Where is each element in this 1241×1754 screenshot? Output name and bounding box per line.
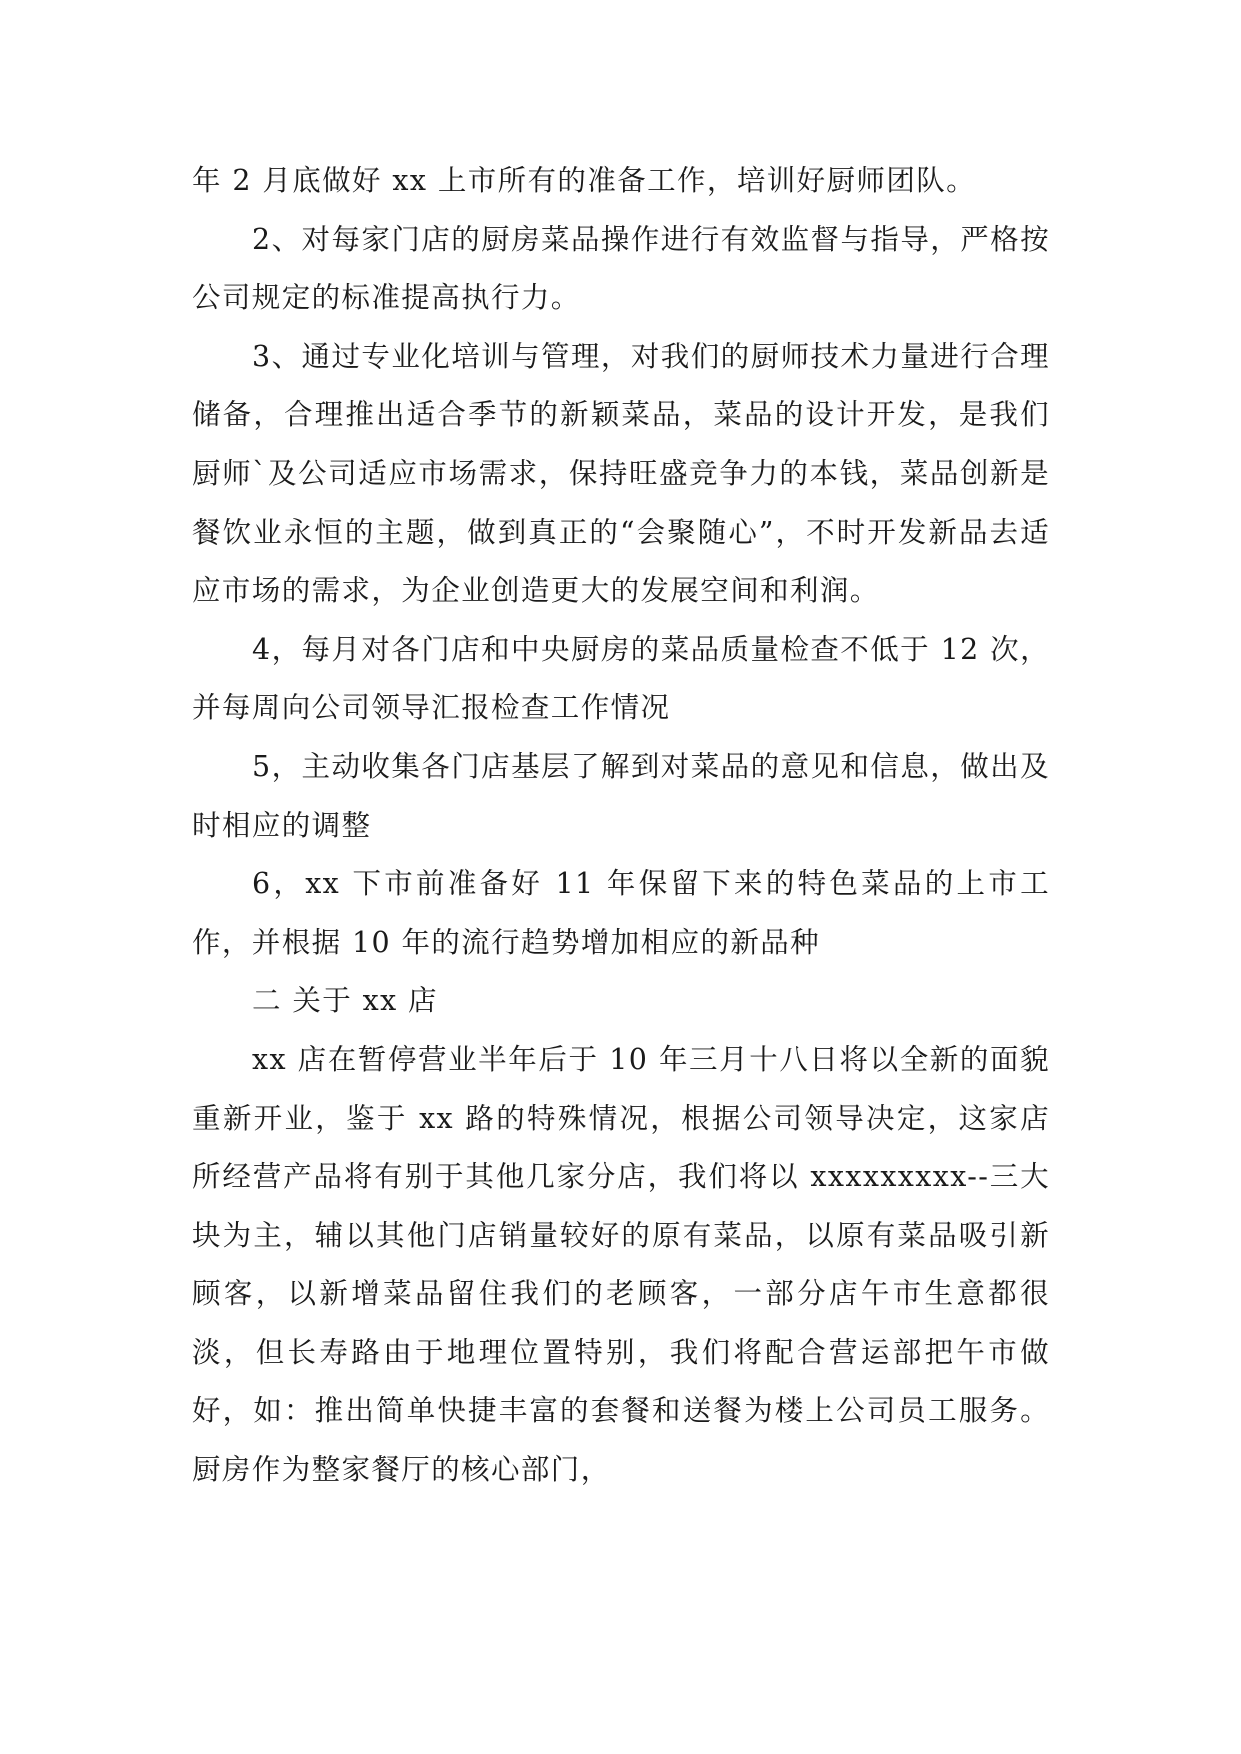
paragraph-5: 5，主动收集各门店基层了解到对菜品的意见和信息，做出及时相应的调整 (192, 749, 1050, 842)
paragraph-1: 年 2 月底做好 xx 上市所有的准备工作，培训好厨师团队。 (192, 164, 977, 197)
paragraph-7: xx 店在暂停营业半年后于 10 年三月十八日将以全新的面貌重新开业，鉴于 xx 路的特殊情况，根据公司领导决定，这家店所经营产品将有别于其他几家分店，我们将以 xxxxxxxxx--三大块为主，辅以其他门店销量较好的原有菜品，以原有菜品吸引新顾客，以新增菜品留住我们的老顾客，一部分店午市生意都很淡，但长寿路由于地理位置特别，我们将配合营运部把午市做好，如：推出简单快捷丰富的套餐和送餐为楼上公司员工服务。厨房作为整家餐厅的核心部门， (192, 1042, 1050, 1487)
document-body (192, 152, 1050, 1500)
paragraph-4: 4，每月对各门店和中央厨房的菜品质量检查不低于 12 次，并每周向公司领导汇报检查工作情况 (192, 632, 1050, 725)
paragraph-2: 2、对每家门店的厨房菜品操作进行有效监督与指导，严格按公司规定的标准提高执行力。 (192, 222, 1050, 315)
paragraph-6: 6，xx 下市前准备好 11 年保留下来的特色菜品的上市工作，并根据 10 年的流行趋势增加相应的新品种 (192, 867, 1050, 959)
paragraph-3: 3、通过专业化培训与管理，对我们的厨师技术力量进行合理储备，合理推出适合季节的新颖菜品，菜品的设计开发，是我们厨师`及公司适应市场需求，保持旺盛竞争力的本钱，菜品创新是餐饮业永恒的主题，做到真正的“会聚随心”，不时开发新品去适应市场的需求，为企业创造更大的发展空间和利润。 (192, 339, 1050, 608)
section-heading: 二 关于 xx 店 (252, 984, 438, 1018)
